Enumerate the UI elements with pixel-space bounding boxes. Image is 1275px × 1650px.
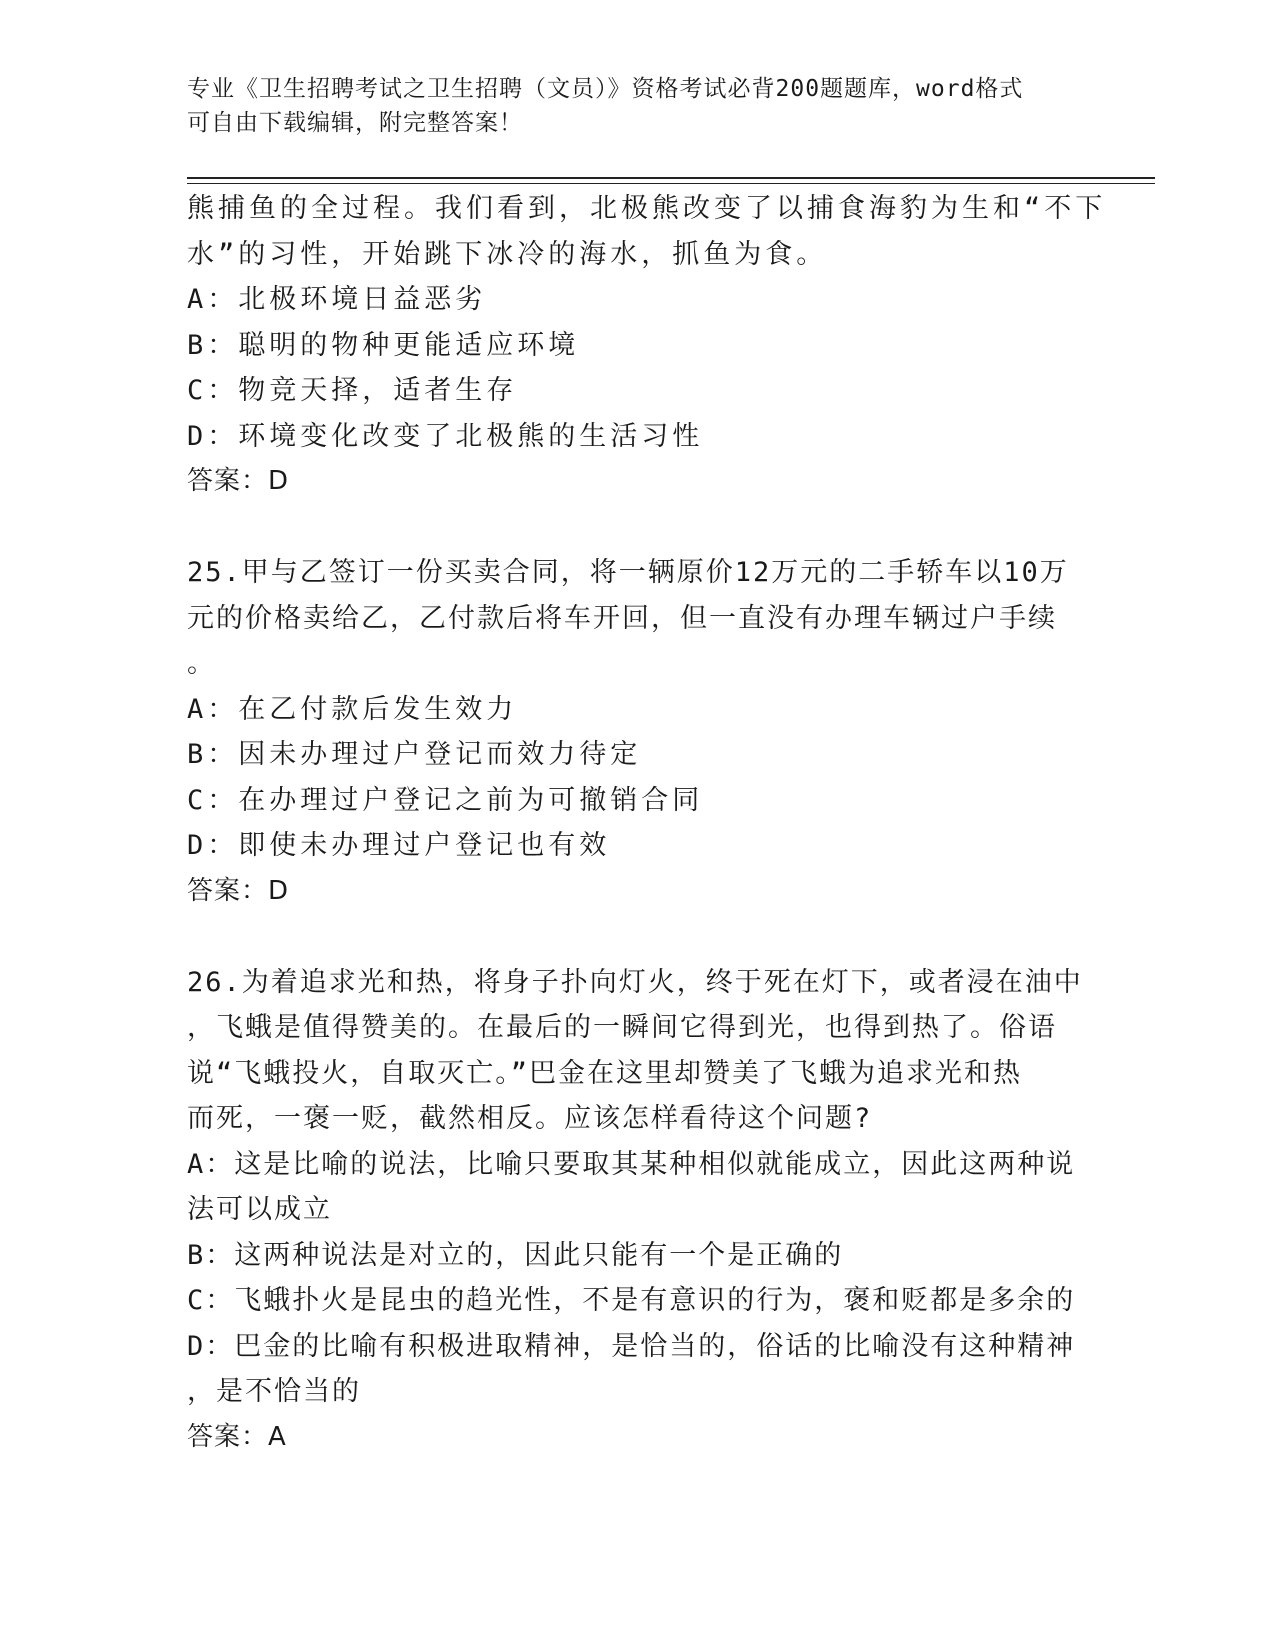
option-a: A：在乙付款后发生效力: [187, 693, 518, 725]
option-d: D：环境变化改变了北极熊的生活习性: [187, 420, 704, 452]
header-divider-thin: [187, 183, 1155, 184]
question-stem-line: 说“飞蛾投火，自取灭亡。”巴金在这里却赞美了飞蛾为追求光和热: [187, 1057, 1023, 1089]
answer-label: 答案：D: [187, 875, 290, 906]
option-c: C：在办理过户登记之前为可撤销合同: [187, 784, 704, 816]
answer-label: 答案：D: [187, 466, 290, 496]
header-line-2: 可自由下载编辑，附完整答案！: [187, 110, 523, 136]
option-a-continued: 法可以成立: [187, 1194, 332, 1225]
question-stem-line: 25.甲与乙签订一份买卖合同，将一辆原价12万元的二手轿车以10万: [187, 557, 1069, 588]
question-stem-line: 而死，一褒一贬，截然相反。应该怎样看待这个问题?: [187, 1103, 873, 1134]
option-a: A：北极环境日益恶劣: [187, 284, 487, 315]
document-header: [187, 72, 1067, 140]
option-b: B：这两种说法是对立的，因此只能有一个是正确的: [187, 1239, 844, 1271]
question-stem-line: 元的价格卖给乙，乙付款后将车开回，但一直没有办理车辆过户手续: [187, 602, 1057, 634]
option-a: A：这是比喻的说法，比喻只要取其某种相似就能成立，因此这两种说: [187, 1148, 1076, 1180]
option-b: B：聪明的物种更能适应环境: [187, 329, 580, 361]
answer-label: 答案：A: [187, 1421, 287, 1452]
question-stem-line: 熊捕鱼的全过程。我们看到，北极熊改变了以捕食海豹为生和“不下: [187, 193, 1107, 224]
option-d: D：巴金的比喻有积极进取精神，是恰当的，俗话的比喻没有这种精神: [187, 1330, 1076, 1362]
option-c: C：飞蛾扑火是昆虫的趋光性，不是有意识的行为，褒和贬都是多余的: [187, 1285, 1076, 1316]
question-25: [187, 550, 1087, 914]
question-26: [187, 960, 1087, 1461]
document-body: [187, 186, 1107, 1460]
option-c: C：物竞天择，适者生存: [187, 375, 518, 406]
question-stem-line: 水”的习性，开始跳下冰冷的海水，抓鱼为食。: [187, 238, 828, 270]
question-stem-line: ，飞蛾是值得赞美的。在最后的一瞬间它得到光，也得到热了。俗语: [187, 1012, 1057, 1043]
option-d: D：即使未办理过户登记也有效: [187, 830, 611, 861]
header-divider-thick: [187, 177, 1155, 179]
option-b: B：因未办理过户登记而效力待定: [187, 739, 642, 770]
option-d-continued: ，是不恰当的: [187, 1376, 361, 1407]
question-24: [187, 186, 1107, 505]
header-line-1: 专业《卫生招聘考试之卫生招聘（文员）》资格考试必背200题题库，word格式: [187, 76, 1024, 102]
question-stem-line: 26.为着追求光和热，将身子扑向灯火，终于死在灯下，或者浸在油中: [187, 966, 1083, 998]
question-stem-line: 。: [187, 648, 218, 679]
